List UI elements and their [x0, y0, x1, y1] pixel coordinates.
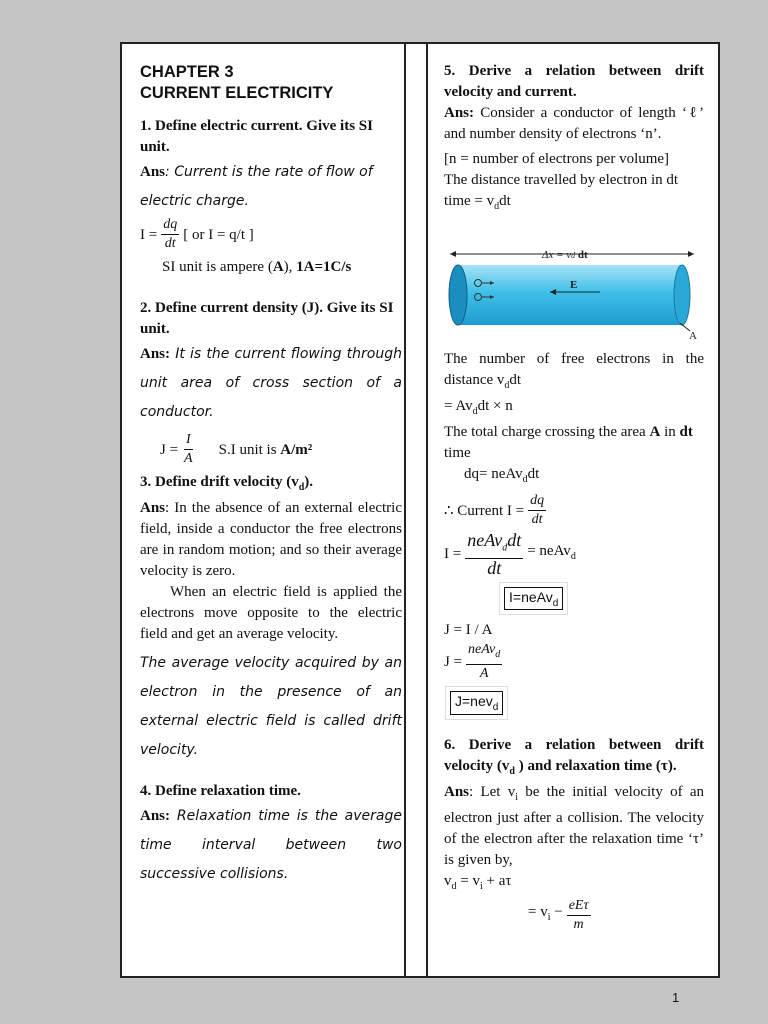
- drift-velocity-definition: The average velocity acquired by an electron in the presence of an external electric field is called drift velocity.: [140, 655, 402, 758]
- page-number: 1: [672, 990, 680, 1005]
- i-formula: I = $\frac{neAv_ddt}{dt}$ = neAv$_d$: [444, 530, 576, 578]
- formula-current-density: J = $\frac{I}{A}$ S.I unit is A/m²: [160, 432, 313, 466]
- page-frame: [120, 42, 720, 978]
- conductor-cylinder: [458, 265, 682, 325]
- distance-text: The distance travelled by electron in dt time = $v_ddt$: [444, 172, 679, 212]
- dx-label: Δx = vd dt: [542, 249, 588, 261]
- formula-current: I = $\frac{dq}{dt}$ [ or I = q/t ]: [140, 217, 254, 251]
- question-5: 5. Derive a relation between drift velocity and current.: [444, 63, 704, 100]
- si-unit-current: SI unit is ampere (A), 1A=1C/s: [162, 259, 352, 275]
- j-equation: J = I / A: [444, 622, 493, 639]
- field-label: E: [570, 279, 578, 291]
- answer-6-intro: Ans: Let $v_i$ be the initial velocity of an electron just after a collision. The velocity of the electron after the relaxation time ‘τ’ is given by,: [444, 783, 705, 868]
- question-4: 4. Define relaxation time.: [140, 783, 301, 799]
- equation-avdt: = $Av_ddt \times n$: [444, 398, 513, 417]
- answer-3-para2: When an electric field is applied the electrons move opposite to the electric field and get an average velocity.: [140, 584, 402, 642]
- question-3: 3. Define drift velocity $(v_d)$.: [140, 474, 314, 493]
- answer-2: Ans: It is the current flowing through unit area of cross section of a conductor.: [140, 346, 402, 420]
- answer-1: Ans: Current is the rate of flow of electric charge.: [140, 164, 373, 209]
- j-formula: J = $\frac{neAv_d}{A}$: [444, 642, 501, 682]
- left-column: [140, 44, 402, 889]
- vd-formula: = $v_i$ − $\frac{\text{eEτ}}{m}$: [528, 897, 589, 932]
- boxed-i-result: I=neAv$_d$: [504, 587, 704, 611]
- column-divider: [426, 44, 428, 976]
- free-electrons-text: The number of free electrons in the distance $v_ddt$: [444, 351, 704, 391]
- current-formula: ∴ Current I = $\frac{dq}{dt}$: [444, 493, 545, 527]
- boxed-j-result: J=nev$_d$: [450, 691, 704, 715]
- vd-equation: $v_d = v_i + a\tau$: [444, 872, 512, 892]
- question-6: 6. Derive a relation between drift velocity ($v_d$ ) and relaxation time (τ).: [444, 736, 704, 777]
- dq-equation: dq= neAv$_d$dt: [464, 466, 540, 485]
- right-column: [444, 61, 704, 934]
- n-definition: [n = number of electrons per volume]: [444, 151, 670, 167]
- answer-3-para1: Ans: In the absence of an external electric field, inside a conductor the free electrons are in random motion; and so their average velocity is zero.: [140, 500, 402, 579]
- question-1: 1. Define electric current. Give its SI unit.: [140, 118, 373, 155]
- chapter-heading: CHAPTER 3 CURRENT ELECTRICITY: [140, 63, 334, 102]
- conductor-diagram: [440, 237, 704, 343]
- answer-5-intro: Ans: Consider a conductor of length ‘ℓ’ and number density of electrons ‘n’.: [444, 105, 705, 142]
- area-label: A: [689, 330, 697, 342]
- charge-text: The total charge crossing the area A in dt time: [444, 424, 693, 461]
- answer-4: Ans: Relaxation time is the average time interval between two successive collisions.: [140, 808, 402, 882]
- question-2: 2. Define current density (J). Give its SI unit.: [140, 300, 394, 337]
- column-divider: [404, 44, 406, 976]
